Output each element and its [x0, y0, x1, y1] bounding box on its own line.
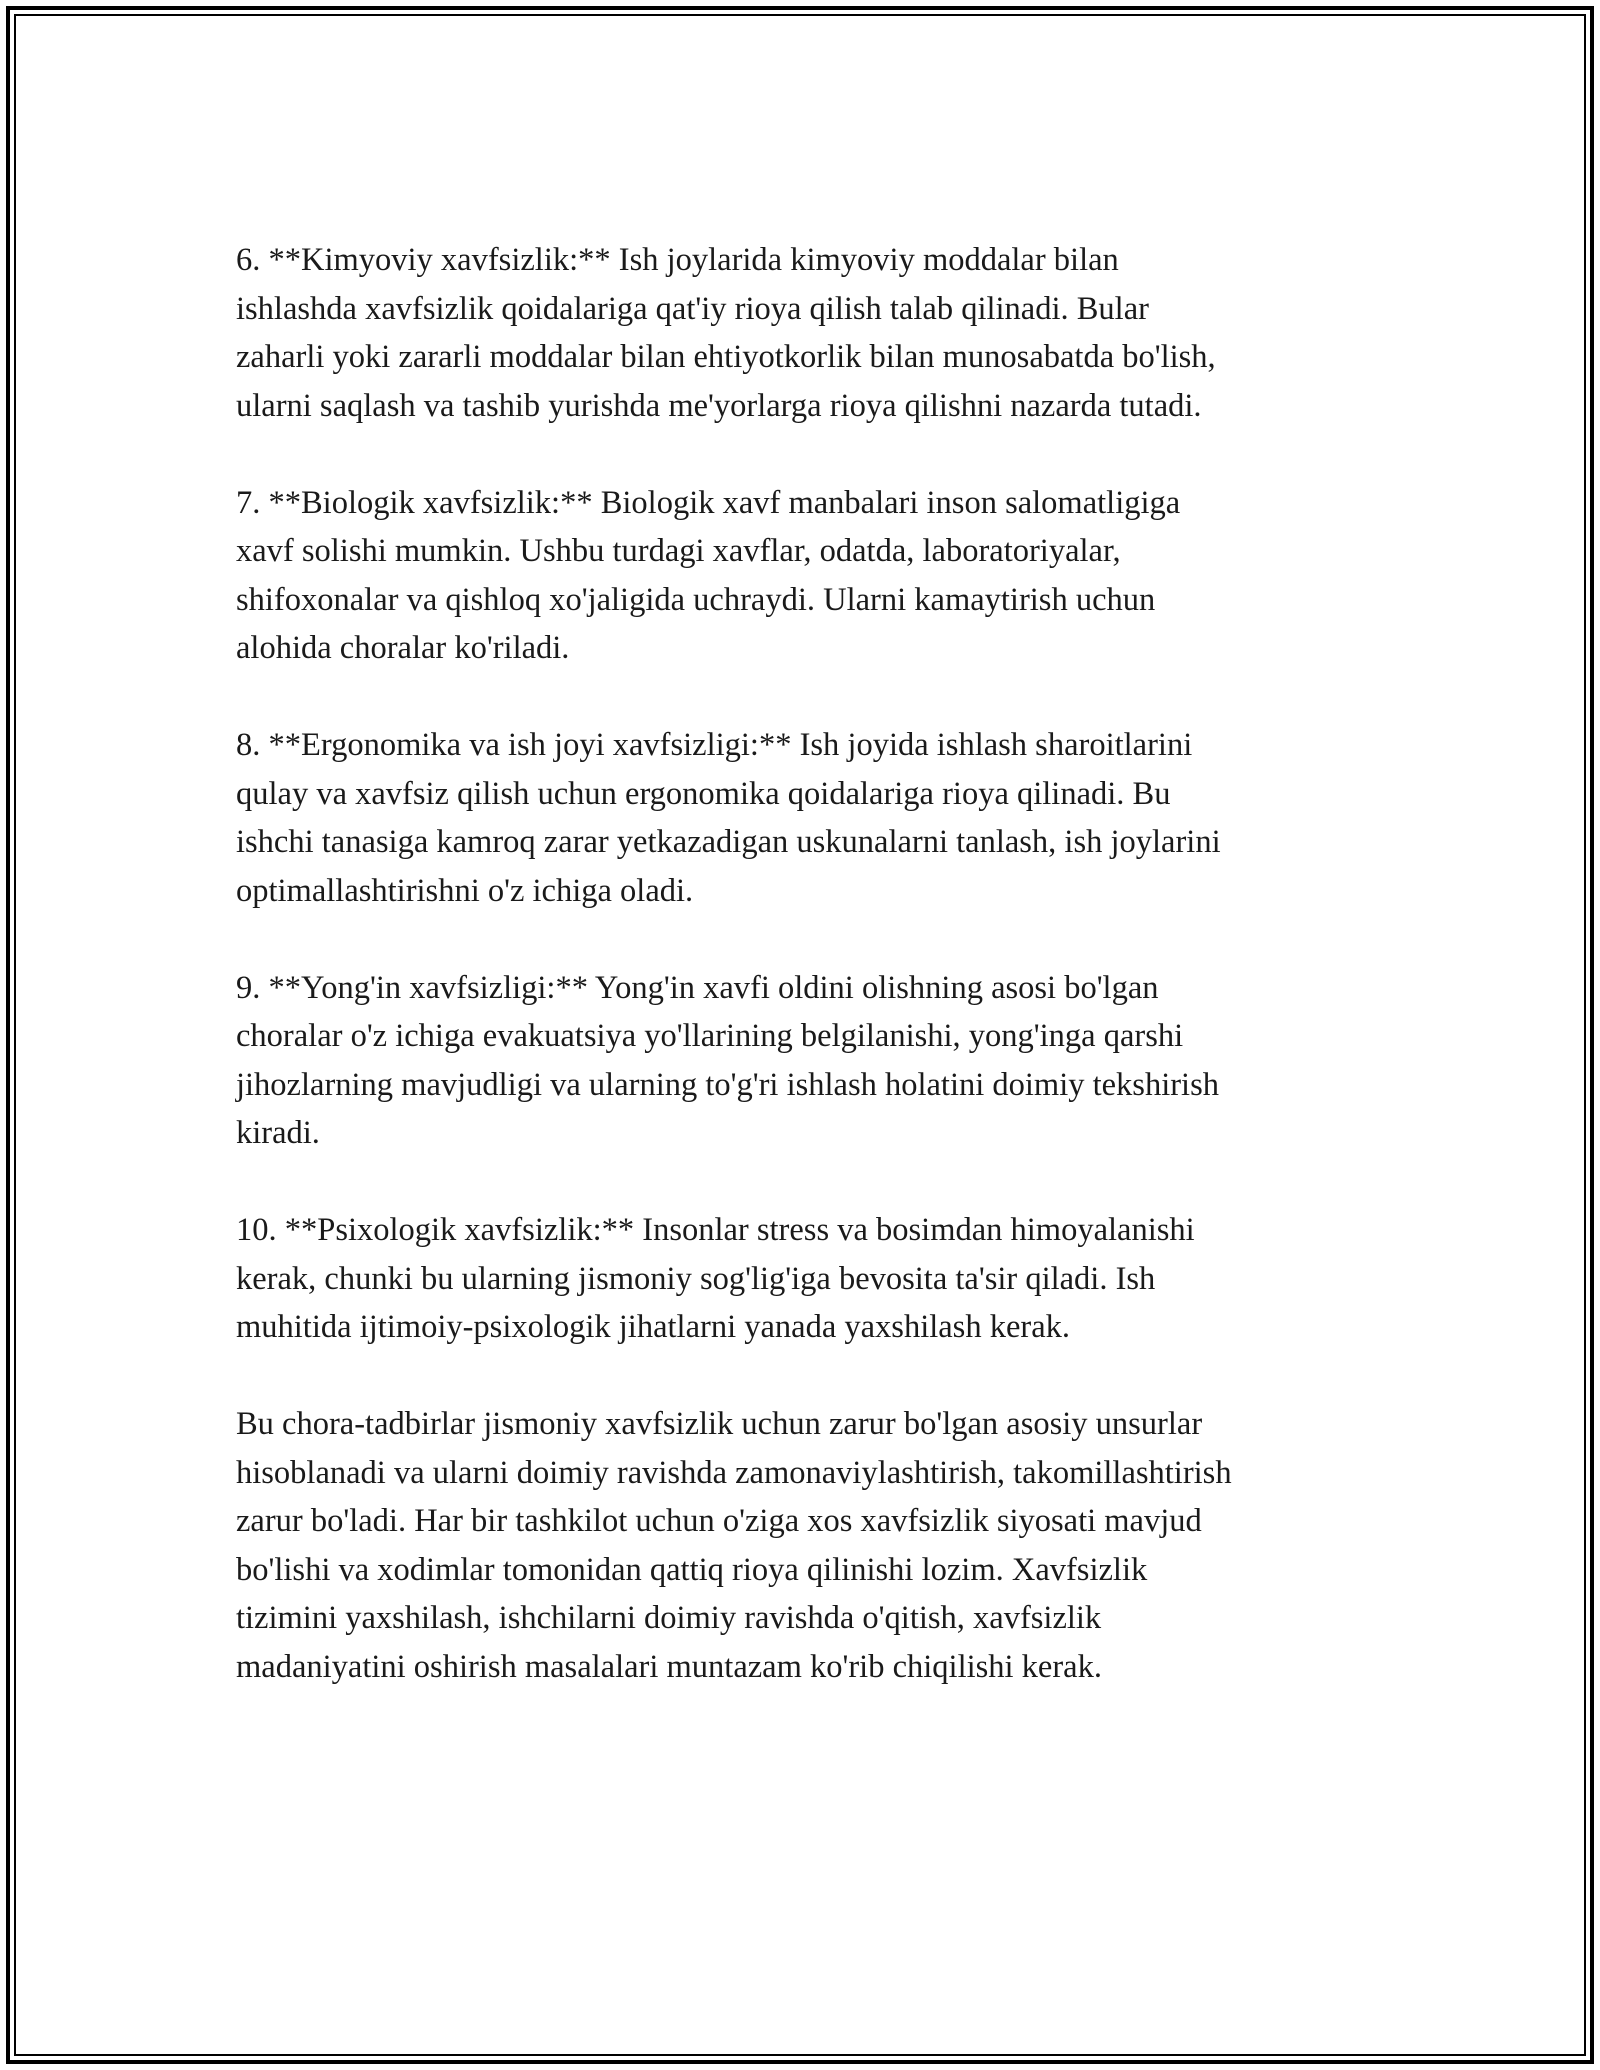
- text-line: 8. **Ergonomika va ish joyi xavfsizligi:** Ish joyida ishlash sharoitlarini: [236, 727, 1193, 763]
- text-line: ishchi tanasiga kamroq zarar yetkazadigan uskunalarni tanlash, ish joylarini: [236, 824, 1221, 860]
- paragraph-biologik-xavfsizlik: [236, 479, 1366, 673]
- text-line: kerak, chunki bu ularning jismoniy sog'lig'iga bevosita ta'sir qiladi. Ish: [236, 1260, 1156, 1297]
- paragraph-conclusion: [236, 1400, 1366, 1691]
- text-line: qulay va xavfsiz qilish uchun ergonomika qoidalariga rioya qilinadi. Bu: [236, 775, 1171, 812]
- text-line: hisoblanadi va ularni doimiy ravishda zamonaviylashtirish, takomillashtirish: [236, 1454, 1232, 1491]
- text-line: zaharli yoki zararli moddalar bilan ehtiyotkorlik bilan munosabatda bo'lish,: [236, 339, 1216, 375]
- text-line: muhitida ijtimoiy-psixologik jihatlarni yanada yaxshilash kerak.: [236, 1309, 1071, 1345]
- text-line: madaniyatini oshirish masalalari muntazam ko'rib chiqilishi kerak.: [236, 1648, 1102, 1685]
- text-line: ishlashda xavfsizlik qoidalariga qat'iy rioya qilish talab qilinadi. Bular: [236, 290, 1149, 327]
- text-line: optimallashtirishni o'z ichiga oladi.: [236, 872, 694, 909]
- text-line: tizimini yaxshilash, ishchilarni doimiy ravishda o'qitish, xavfsizlik: [236, 1600, 1102, 1636]
- text-line: alohida choralar ko'riladi.: [236, 630, 570, 666]
- text-line: jihozlarning mavjudligi va ularning to'g'ri ishlash holatini doimiy tekshirish: [236, 1066, 1219, 1103]
- text-line: kiradi.: [236, 1115, 320, 1151]
- document-body: [236, 236, 1366, 1740]
- text-line: ularni saqlash va tashib yurishda me'yorlarga rioya qilishni nazarda tutadi.: [236, 387, 1202, 424]
- text-line: Bu chora-tadbirlar jismoniy xavfsizlik uchun zarur bo'lgan asosiy unsurlar: [236, 1406, 1203, 1442]
- paragraph-kimyoviy-xavfsizlik: [236, 236, 1366, 430]
- text-line: shifoxonalar va qishloq xo'jaligida uchraydi. Ularni kamaytirish uchun: [236, 581, 1156, 618]
- text-line: bo'lishi va xodimlar tomonidan qattiq rioya qilinishi lozim. Xavfsizlik: [236, 1551, 1148, 1588]
- paragraph-ergonomika: [236, 721, 1366, 915]
- text-line: 10. **Psixologik xavfsizlik:** Insonlar stress va bosimdan himoyalanishi: [236, 1212, 1195, 1248]
- text-line: 6. **Kimyoviy xavfsizlik:** Ish joylarida kimyoviy moddalar bilan: [236, 242, 1119, 278]
- text-line: 7. **Biologik xavfsizlik:** Biologik xavf manbalari inson salomatligiga: [236, 484, 1181, 521]
- paragraph-psixologik-xavfsizlik: [236, 1206, 1366, 1352]
- text-line: xavf solishi mumkin. Ushbu turdagi xavflar, odatda, laboratoriyalar,: [236, 533, 1121, 569]
- paragraph-yongin-xavfsizligi: [236, 964, 1366, 1158]
- text-line: 9. **Yong'in xavfsizligi:** Yong'in xavfi oldini olishning asosi bo'lgan: [236, 969, 1159, 1006]
- text-line: zarur bo'ladi. Har bir tashkilot uchun o'ziga xos xavfsizlik siyosati mavjud: [236, 1503, 1202, 1539]
- text-line: choralar o'z ichiga evakuatsiya yo'llarining belgilanishi, yong'inga qarshi: [236, 1018, 1184, 1054]
